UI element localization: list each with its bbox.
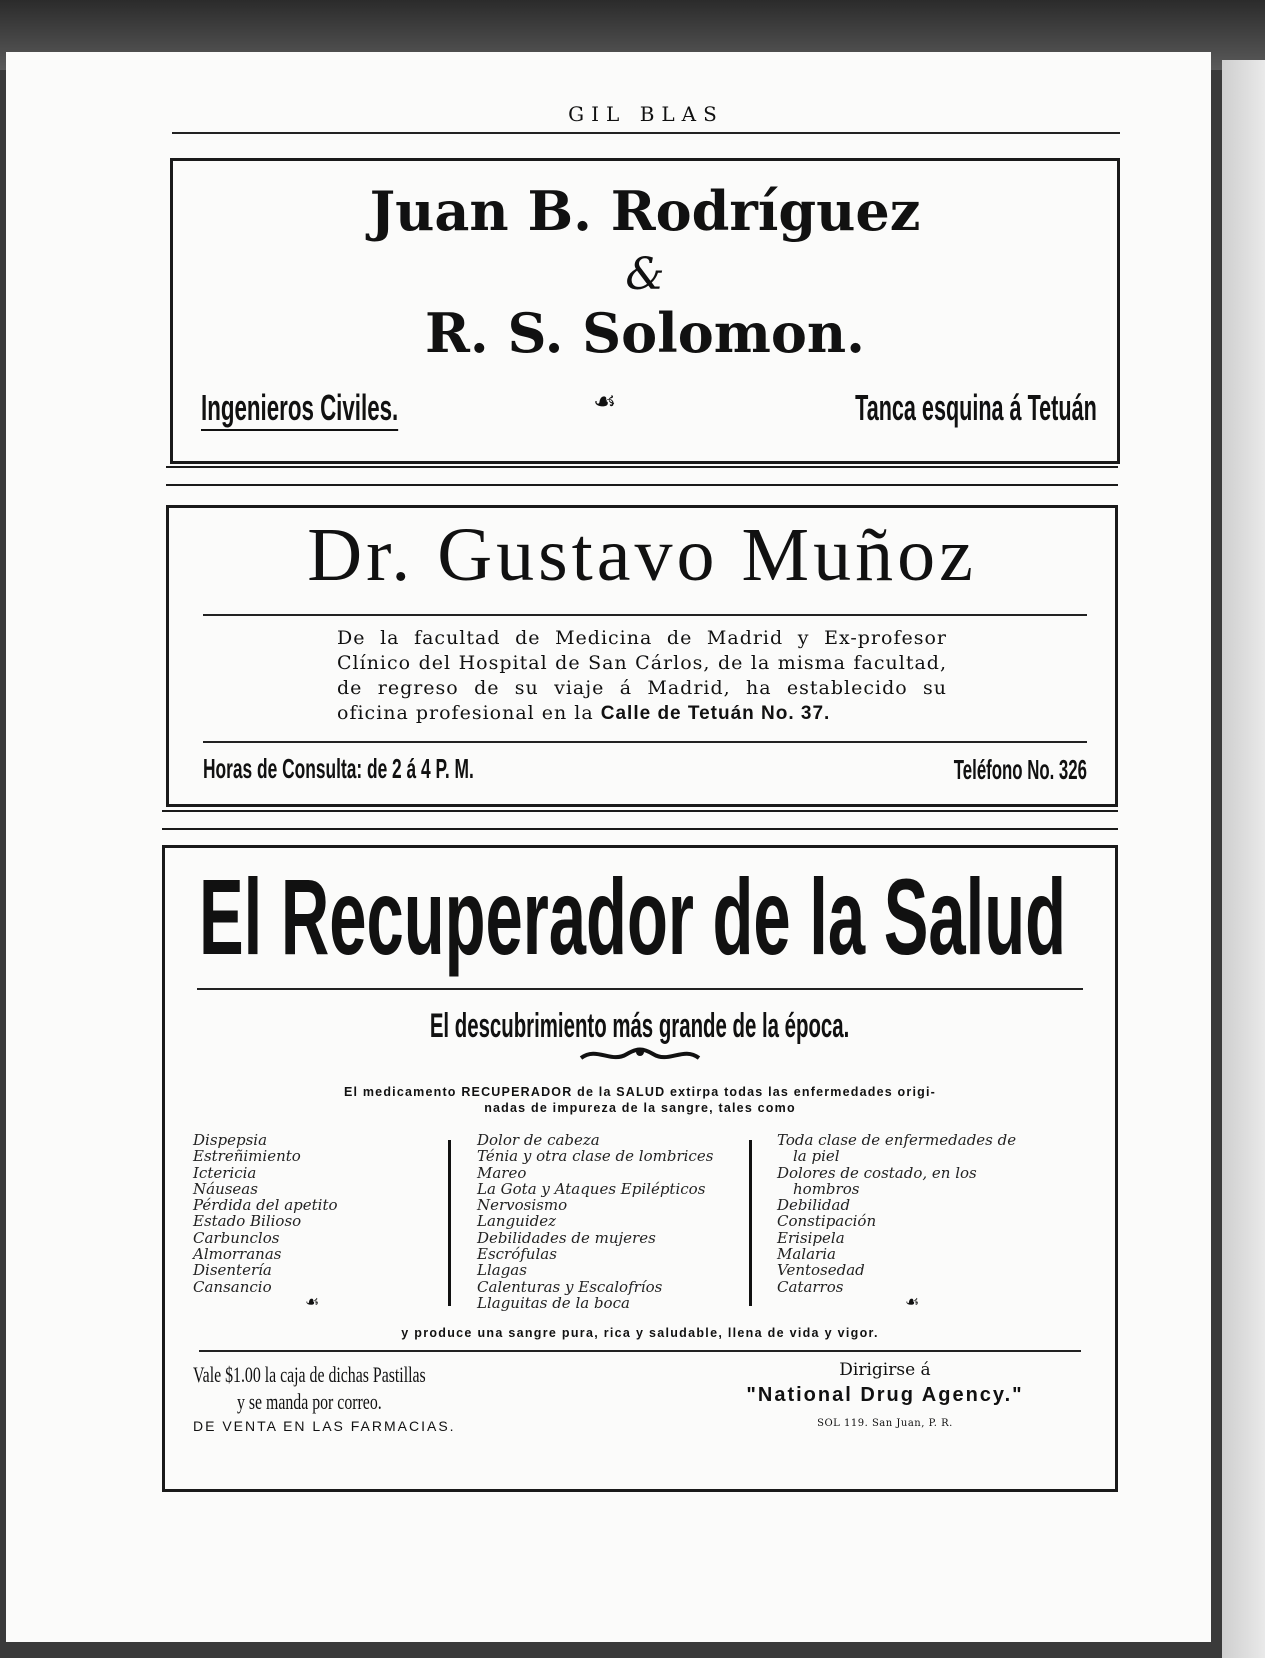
agency-address: SOL 119. San Juan, P. R. [817, 1418, 953, 1429]
scan-spine-edge [1222, 60, 1265, 1658]
column-divider [749, 1140, 752, 1306]
list-item: Dolor de cabeza [477, 1131, 600, 1149]
list-item: Debilidad [777, 1196, 851, 1215]
ad-recuperador-intro [165, 1084, 1115, 1116]
list-item: Calenturas y Escalofríos [477, 1277, 663, 1296]
ornament-icon: ☙ [305, 1292, 320, 1311]
list-item: Dolores de costado, en los [777, 1163, 977, 1182]
ad-recuperador-intro-2: nadas de impureza de la sangre, tales como [484, 1101, 796, 1115]
list-item: Nervosismo [477, 1196, 568, 1215]
list-item: Náuseas [193, 1179, 258, 1198]
ornament-icon: ☙ [593, 387, 617, 417]
list-item: Pérdida del apetito [193, 1196, 338, 1215]
ad-engineers-profession: Ingenieros Civiles. [201, 387, 398, 431]
list-item: Cansancio [193, 1277, 272, 1296]
running-header: GIL BLAS [172, 96, 1120, 134]
ad-doctor-phone-wrap [787, 753, 1087, 786]
list-item: Debilidades de mujeres [477, 1228, 656, 1247]
column-divider [448, 1140, 451, 1306]
rule [199, 1350, 1081, 1352]
list-item: Almorranas [193, 1245, 282, 1264]
rule [166, 466, 1118, 468]
list-item: Constipación [777, 1212, 877, 1231]
list-item: Ventosedad [777, 1261, 865, 1280]
ad-doctor-name: Dr. Gustavo Muñoz [307, 513, 977, 597]
ad-engineers [170, 158, 1120, 464]
contact-label: Dirigirse á [839, 1360, 931, 1380]
rule [162, 828, 1118, 830]
list-item: Malaria [777, 1245, 836, 1264]
list-item: Languidez [477, 1212, 557, 1231]
list-item: Estado Bilioso [193, 1212, 302, 1231]
list-item: La Gota y Ataques Epilépticos [477, 1179, 706, 1198]
list-item: Llaguitas de la boca [477, 1293, 630, 1312]
list-item: Ictericia [193, 1163, 257, 1182]
agency-name: "National Drug Agency." [746, 1384, 1024, 1406]
ornament-icon: ☙ [905, 1292, 920, 1311]
list-item: Ténia y otra clase de lombrices [477, 1147, 714, 1166]
ad-doctor-address: Calle de Tetuán No. 37. [600, 703, 831, 724]
list-item: Dispepsia [193, 1131, 268, 1149]
ailments-column-3 [777, 1132, 1037, 1295]
ad-doctor-hours: Horas de Consulta: de 2 á 4 P. M. [203, 753, 474, 784]
list-item: Estreñimiento [193, 1147, 301, 1166]
ailments-column-1 [193, 1132, 423, 1295]
ad-engineers-address-wrap [617, 387, 1097, 429]
ad-doctor-body-text: De la facultad de Medicina de Madrid y Ex-profesor Clínico del Hospital de San Cárlos, de la misma facultad, de regreso de su viaje á Madrid, ha establecido su oficina profesional en la [337, 627, 947, 724]
ad-recuperador-closing: y produce una sangre pura, rica y saludable, llena de vida y vigor. [401, 1326, 879, 1340]
ad-recuperador-title: El Recuperador de la Salud [199, 856, 1067, 977]
list-item: Llagas [477, 1261, 527, 1280]
ad-engineers-address: Tanca esquina á Tetuán [855, 387, 1097, 428]
list-item: Catarros [777, 1277, 844, 1296]
ad-recuperador-subtitle-wrap [165, 1006, 1115, 1046]
price-line-1: Vale $1.00 la caja de dichas Pastillas [193, 1362, 426, 1387]
list-item: Escrófulas [477, 1245, 557, 1264]
list-item: la piel [793, 1147, 840, 1166]
ad-doctor-body [337, 626, 947, 726]
flourish-icon [577, 1044, 703, 1066]
ad-engineers-name-2: R. S. Solomon. [425, 301, 865, 365]
rule [166, 484, 1118, 486]
ad-engineers-name-1: Juan B. Rodríguez [369, 179, 921, 243]
ad-recuperador [162, 845, 1118, 1492]
ad-doctor [166, 505, 1118, 807]
list-item: Mareo [477, 1163, 527, 1182]
rule [203, 614, 1087, 616]
list-item: Erisipela [777, 1228, 845, 1247]
price-line-2: y se manda por correo. [237, 1389, 382, 1414]
ad-recuperador-sale: DE VENTA EN LAS FARMACIAS. [193, 1418, 456, 1434]
ad-recuperador-price [193, 1362, 553, 1416]
ad-recuperador-subtitle: El descubrimiento más grande de la época. [430, 1007, 850, 1045]
list-item: Carbunclos [193, 1228, 280, 1247]
rule [203, 741, 1087, 743]
ailments-column-2 [477, 1132, 767, 1311]
ampersand: & [625, 249, 665, 300]
list-item: Toda clase de enfermedades de [777, 1131, 1017, 1149]
list-item: hombros [793, 1179, 860, 1198]
rule [197, 988, 1083, 990]
ad-doctor-phone: Teléfono No. 326 [953, 754, 1087, 785]
list-item: Disentería [193, 1261, 272, 1280]
rule [162, 810, 1118, 812]
ad-recuperador-intro-1: El medicamento RECUPERADOR de la SALUD extirpa todas las enfermedades origi- [343, 1085, 937, 1099]
